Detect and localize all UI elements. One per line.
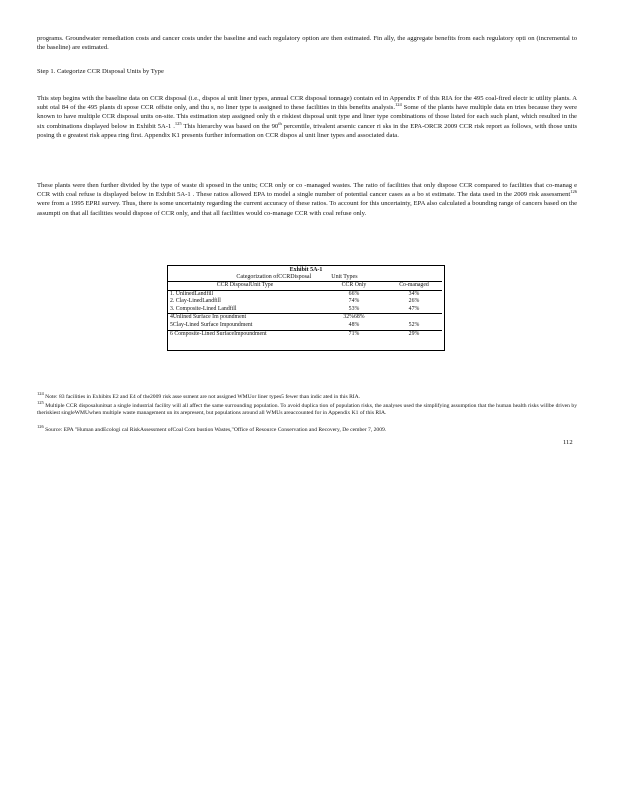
table-row xyxy=(168,330,442,338)
footnote-text: Note: 83 facilities in Exhibits E2 and E4 of the2009 risk asse ssment are not assigned WMUor liner types5 fewer than indic ated in this RIA. xyxy=(43,394,361,400)
step-heading: Step 1. Categorize CCR Disposal Units by Type xyxy=(37,68,164,75)
footnote-ref-125: 125 xyxy=(174,120,182,126)
exhibit-grid xyxy=(168,281,442,338)
table-row xyxy=(168,298,442,306)
column-header: CCR Only xyxy=(322,282,386,291)
table-row xyxy=(168,306,442,314)
footnote-text: Multiple CCR disposalunitsat a single industrial facility will all affect the same surrounding population. To avoid duplica tion of population risks, the analyses used the simplifying assumption that the human health risks willbe driven by theriskiest singleWMUwhen multiple waste management un its arepresent, but populations around all WMUs areaccounted for in Appendix K1 of this RIA. xyxy=(37,403,577,417)
para1-text-c: This hierarchy was based on the 90 xyxy=(181,122,279,130)
footnote-126 xyxy=(37,424,577,434)
column-header: CCR DisposalUnit Type xyxy=(168,282,322,291)
table-cell xyxy=(386,314,442,322)
table-cell: 74% xyxy=(348,298,360,305)
footnote-ref-124: 124 xyxy=(395,102,402,108)
table-cell: 4Unlined Surface Im poundment xyxy=(168,314,322,322)
table-cell: 2. Clay-LinedLandfill xyxy=(170,298,221,305)
column-header: Co-managed xyxy=(386,282,442,291)
paragraph-step1 xyxy=(37,94,577,140)
para1-text-a: This step begins with the baseline data on CCR disposal (i.e., dispos al unit liner types, annual CCR disposal tonnage) contain ed in Appendix F of this RIA for the 495 coal-fired electr ic utility plants. A subt otal 84 of the 495 plants di spose CCR offsite only, and thu s, no liner type is assigned to these facilities in this benefits analysis. xyxy=(37,95,577,112)
table-row xyxy=(168,322,442,330)
table-header-row xyxy=(168,282,442,291)
table-cell: 1. UnlinedLandfill xyxy=(170,290,214,297)
footnote-125 xyxy=(37,400,577,418)
table-cell: 48% xyxy=(348,321,360,328)
superscript-th: th xyxy=(278,120,282,126)
table-cell: 29% xyxy=(386,330,442,338)
footnote-number: 124 xyxy=(37,391,44,397)
table-cell: 34% xyxy=(408,290,420,297)
table-row xyxy=(168,290,442,298)
table-cell: 66% xyxy=(348,290,360,297)
table-cell: 6 Composite-Lined SurfaceImpoundment xyxy=(168,330,322,338)
para2-text-a: These plants were then further divided by the type of waste di sposed in the units; CCR only or co -managed wastes. The ratio of facilities that only dispose CCR compared to facilities that co-manag e CCR with coal refuse is displayed below in Exhibit 5A-1 . These ratios allowed EPA to model a single number of potential cancer cases as a bo st estimate. The data used in the 2009 risk assessment xyxy=(37,182,577,199)
footnote-text: Source: EPA "Human andEcologi cal RiskAssessment ofCoal Com bustion Wastes,"Office of Resource Conservation and Recovery, De cember 7, 2009. xyxy=(43,427,387,433)
para2-text-b: were from a 1995 EPRI survey. Thus, there is some uncertainty regarding the current accuracy of these ratios. To account for this uncertainty, EPA also calculated a bounding range of cancers based on the assumpti on that all facilities would dispose of CCR only, and that all facilities would co-manage CCR with coal refuse only. xyxy=(37,200,577,217)
exhibit-subtitle xyxy=(150,274,444,281)
table-cell: 32%68% xyxy=(322,314,386,322)
page-number: 112 xyxy=(563,439,573,446)
exhibit-subtitle-a: Categorization ofCCRDisposal xyxy=(236,274,312,280)
table-cell: 53% xyxy=(348,305,360,312)
para1-text-b: Some of the plants have multiple data en tries because they were known to have multiple CCR disposal units on-site. This estimation step assigned only th e riskiest disposal unit type and liner type combinations of those listed for each such plant, which resulted in the six combinations displayed below in Exhibit 5A-1 . xyxy=(37,104,577,130)
exhibit-title: Exhibit 5A-1 xyxy=(289,267,323,273)
table-cell: 5Clay-Lined Surface Impoundment xyxy=(170,321,253,328)
table-cell: 47% xyxy=(408,305,420,312)
table-cell: 26% xyxy=(408,298,420,305)
exhibit-table xyxy=(167,265,445,351)
exhibit-subtitle-b: Unit Types xyxy=(331,274,358,280)
footnote-number: 126 xyxy=(37,424,44,430)
footnote-124 xyxy=(37,391,577,401)
footnote-number: 125 xyxy=(37,400,44,406)
table-cell: 3. Composite-Lined Landfill xyxy=(170,305,237,312)
paragraph-ratios xyxy=(37,181,577,218)
para1-text-d: percentile, trivalent arsenic cancer ri sks in the EPA-ORCR 2009 CCR risk report as follows, with those units posing th e greatest risk appea ring first. Appendix K1 presents further information on CCR dispos al unit liner types and associated data. xyxy=(37,122,578,139)
table-row xyxy=(168,314,442,322)
footnote-ref-126: 126 xyxy=(570,189,577,195)
intro-paragraph: programs. Groundwater remediation costs and cancer costs under the baseline and each regulatory option are then estimated. Fin ally, the aggregate benefits from each regulatory opti on (incremental to the baseline) are estimated. xyxy=(37,35,577,52)
table-cell: 71% xyxy=(322,330,386,338)
table-cell: 52% xyxy=(408,321,420,328)
